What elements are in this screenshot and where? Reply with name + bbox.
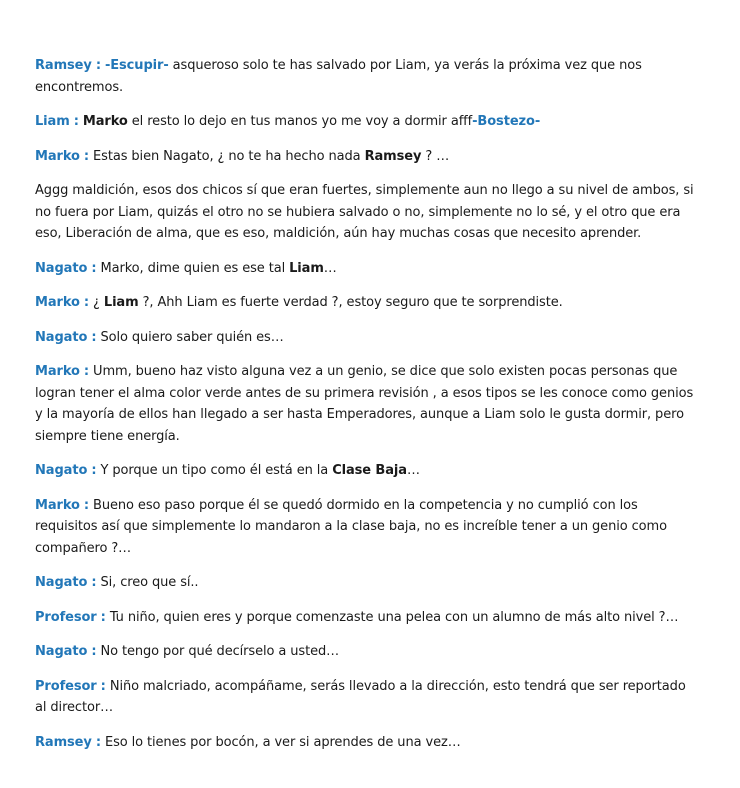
speaker-name: Nagato bbox=[35, 575, 88, 590]
emphasized-name: Liam bbox=[103, 295, 139, 310]
dialogue-paragraph bbox=[35, 361, 700, 447]
dialogue-text: … bbox=[406, 463, 420, 478]
speaker-name: Nagato bbox=[35, 463, 88, 478]
emphasized-name: Marko bbox=[82, 114, 128, 129]
dialogue-text: Niño malcriado, acompáñame, serás llevado a la dirección, esto tendrá que ser reportado al director… bbox=[35, 678, 686, 715]
dialogue-text: Aggg maldición, esos dos chicos sí que eran fuertes, simplemente aun no llego a su nivel de ambos, si no fuera por Liam, quizás el otro no se hubiera salvado o no, simplemente no lo sé, y el otro que era eso, Liberación de alma, que es eso, maldición, aún hay muchas cosas que necesito aprender. bbox=[35, 183, 694, 241]
dialogue-text: asqueroso solo te has salvado por Liam, ya verás la próxima vez que nos encontremos. bbox=[35, 58, 642, 95]
dialogue-paragraph bbox=[35, 327, 700, 349]
dialogue-paragraph bbox=[35, 180, 700, 245]
emphasized-name: Liam bbox=[289, 260, 324, 276]
dialogue-text: Tu niño, quien eres y porque comenzaste una pelea con un alumno de más alto nivel ?… bbox=[105, 609, 679, 625]
speaker-separator: : bbox=[91, 329, 97, 345]
speaker-separator: : bbox=[83, 295, 90, 310]
speaker-name: Ramsey bbox=[35, 58, 92, 73]
dialogue-text: ? … bbox=[421, 148, 450, 164]
dialogue-paragraph bbox=[35, 258, 700, 280]
speaker-name: Ramsey bbox=[35, 734, 92, 750]
speaker-name: Nagato bbox=[35, 329, 88, 345]
action-text: -Escupir- bbox=[104, 58, 169, 73]
speaker-separator: : bbox=[91, 644, 97, 659]
dialogue-text: Estas bien Nagato, ¿ no te ha hecho nada bbox=[89, 148, 365, 164]
dialogue-text: Bueno eso paso porque él se quedó dormido en la competencia y no cumplió con los requisitos así que simplemente lo mandaron a la clase baja, no es increíble tener a un genio como compañero ?… bbox=[35, 497, 667, 556]
dialogue-text: Umm, bueno haz visto alguna vez a un genio, se dice que solo existen pocas personas que logran tener el alma color verde antes de su primera revisión , a esos tipos se les conoce como genios y la mayoría de ellos han llegado a ser hasta Emperadores, aunque a Liam solo le gusta dormir, pero siempre tiene energía. bbox=[35, 364, 694, 444]
speaker-name: Profesor bbox=[35, 678, 97, 694]
dialogue-text: … bbox=[323, 260, 337, 276]
dialogue-text: No tengo por qué decírselo a usted… bbox=[96, 644, 340, 659]
speaker-separator: : bbox=[100, 609, 106, 625]
dialogue-paragraph bbox=[35, 732, 700, 754]
speaker-name: Liam bbox=[35, 114, 70, 129]
speaker-separator: : bbox=[100, 678, 106, 694]
dialogue-paragraph bbox=[35, 676, 700, 719]
speaker-name: Nagato bbox=[35, 644, 88, 659]
speaker-name: Marko bbox=[35, 295, 80, 310]
dialogue-paragraph bbox=[35, 460, 700, 482]
speaker-name: Marko bbox=[35, 364, 80, 379]
speaker-separator: : bbox=[91, 575, 97, 590]
dialogue-text: Si, creo que sí.. bbox=[96, 575, 199, 590]
speaker-separator: : bbox=[73, 114, 79, 129]
speaker-separator: : bbox=[95, 58, 101, 73]
dialogue-text: Solo quiero saber quién es… bbox=[96, 329, 284, 345]
dialogue-paragraph bbox=[35, 572, 700, 594]
dialogue-paragraph bbox=[35, 641, 700, 663]
speaker-name: Marko bbox=[35, 497, 80, 513]
speaker-name: Profesor bbox=[35, 609, 97, 625]
dialogue-text: Y porque un tipo como él está en la bbox=[96, 463, 333, 478]
emphasized-name: Clase Baja bbox=[332, 463, 407, 478]
dialogue-paragraph bbox=[35, 146, 700, 168]
speaker-name: Nagato bbox=[35, 260, 88, 276]
dialogue-paragraph bbox=[35, 55, 700, 98]
speaker-separator: : bbox=[83, 364, 90, 379]
speaker-separator: : bbox=[83, 148, 90, 164]
emphasized-name: Ramsey bbox=[364, 148, 422, 164]
dialogue-text: Marko, dime quien es ese tal bbox=[96, 260, 290, 276]
dialogue-paragraph bbox=[35, 607, 700, 629]
dialogue-paragraph bbox=[35, 292, 700, 314]
action-text: -Bostezo- bbox=[472, 114, 541, 129]
speaker-separator: : bbox=[91, 260, 97, 276]
dialogue-text: Eso lo tienes por bocón, a ver si aprendes de una vez… bbox=[100, 734, 461, 750]
dialogue-paragraph bbox=[35, 495, 700, 560]
dialogue-text: el resto lo dejo en tus manos yo me voy a dormir afff bbox=[127, 114, 473, 129]
speaker-separator: : bbox=[91, 463, 97, 478]
speaker-name: Marko bbox=[35, 148, 80, 164]
dialogue-paragraph bbox=[35, 111, 700, 133]
dialogue-text: ¿ bbox=[89, 295, 104, 310]
speaker-separator: : bbox=[83, 497, 90, 513]
dialogue-text: ?, Ahh Liam es fuerte verdad ?, estoy seguro que te sorprendiste. bbox=[138, 295, 563, 310]
speaker-separator: : bbox=[95, 734, 101, 750]
